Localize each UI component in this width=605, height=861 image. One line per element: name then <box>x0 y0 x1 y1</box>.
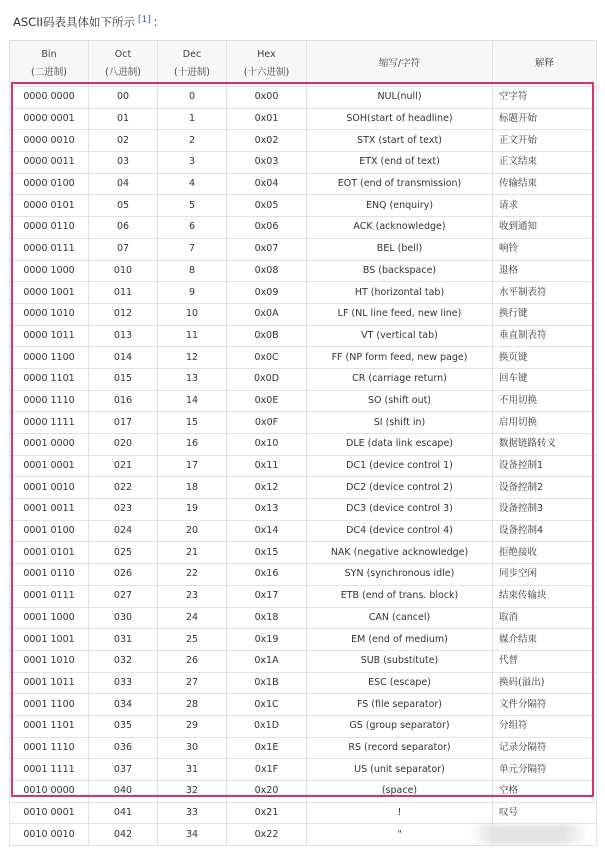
table-row <box>10 130 597 152</box>
hex-cell: 0x13 <box>227 499 307 521</box>
hex-cell: 0x1B <box>227 672 307 694</box>
bin-cell: 0001 0000 <box>10 434 89 456</box>
oct-cell: 025 <box>89 542 158 564</box>
oct-cell: 013 <box>89 325 158 347</box>
oct-cell: 07 <box>89 238 158 260</box>
hex-cell: 0x07 <box>227 238 307 260</box>
hex-cell: 0x09 <box>227 282 307 304</box>
dec-cell: 2 <box>158 130 227 152</box>
dec-cell: 33 <box>158 802 227 824</box>
table-row <box>10 195 597 217</box>
abbr-cell: CR (carriage return) <box>307 368 493 390</box>
bin-cell: 0000 0101 <box>10 195 89 217</box>
oct-cell: 020 <box>89 434 158 456</box>
table-row <box>10 152 597 174</box>
hex-cell: 0x04 <box>227 173 307 195</box>
explanation-cell: 换码(溢出) <box>493 672 597 694</box>
abbr-cell: NUL(null) <box>307 87 493 109</box>
oct-cell: 011 <box>89 282 158 304</box>
abbr-cell: BEL (bell) <box>307 238 493 260</box>
explanation-cell: 响铃 <box>493 238 597 260</box>
oct-cell: 01 <box>89 108 158 130</box>
table-row <box>10 542 597 564</box>
explanation-cell: 空格 <box>493 781 597 803</box>
bin-cell: 0000 1010 <box>10 303 89 325</box>
oct-cell: 017 <box>89 412 158 434</box>
dec-cell: 18 <box>158 477 227 499</box>
hex-cell: 0x12 <box>227 477 307 499</box>
table-row <box>10 412 597 434</box>
table-row <box>10 108 597 130</box>
header-sublabel: (十进制) <box>174 66 210 78</box>
dec-cell: 21 <box>158 542 227 564</box>
hex-cell: 0x1F <box>227 759 307 781</box>
dec-cell: 6 <box>158 217 227 239</box>
table-row <box>10 368 597 390</box>
dec-cell: 5 <box>158 195 227 217</box>
oct-cell: 016 <box>89 390 158 412</box>
bin-cell: 0001 0011 <box>10 499 89 521</box>
explanation-cell: 媒介结束 <box>493 629 597 651</box>
oct-cell: 027 <box>89 585 158 607</box>
explanation-cell: 记录分隔符 <box>493 737 597 759</box>
abbr-cell: ESC (escape) <box>307 672 493 694</box>
oct-cell: 010 <box>89 260 158 282</box>
hex-cell: 0x1D <box>227 715 307 737</box>
oct-cell: 034 <box>89 694 158 716</box>
header-sublabel: (二进制) <box>31 66 67 78</box>
header-label: Oct <box>114 48 132 60</box>
oct-cell: 030 <box>89 607 158 629</box>
abbr-cell: RS (record separator) <box>307 737 493 759</box>
bin-cell: 0001 0010 <box>10 477 89 499</box>
ascii-table-header <box>10 41 597 87</box>
dec-cell: 22 <box>158 564 227 586</box>
oct-header <box>89 41 158 87</box>
explanation-cell: 传输结束 <box>493 173 597 195</box>
table-row <box>10 260 597 282</box>
bin-cell: 0000 1100 <box>10 347 89 369</box>
oct-cell: 040 <box>89 781 158 803</box>
table-row <box>10 87 597 109</box>
bin-cell: 0010 0000 <box>10 781 89 803</box>
explanation-cell: 垂直制表符 <box>493 325 597 347</box>
abbr-cell: FF (NP form feed, new page) <box>307 347 493 369</box>
dec-cell: 7 <box>158 238 227 260</box>
blurred-watermark <box>470 824 588 844</box>
abbr-cell: ACK (acknowledge) <box>307 217 493 239</box>
hex-cell: 0x1C <box>227 694 307 716</box>
dec-cell: 11 <box>158 325 227 347</box>
oct-cell: 033 <box>89 672 158 694</box>
intro-text: ASCII码表具体如下所示 <box>13 15 135 29</box>
hex-cell: 0x1A <box>227 650 307 672</box>
abbr-cell: SO (shift out) <box>307 390 493 412</box>
table-row <box>10 715 597 737</box>
dec-cell: 10 <box>158 303 227 325</box>
abbr-cell: DLE (data link escape) <box>307 434 493 456</box>
header-label: 解释 <box>534 57 554 69</box>
oct-cell: 032 <box>89 650 158 672</box>
dec-cell: 15 <box>158 412 227 434</box>
oct-cell: 031 <box>89 629 158 651</box>
abbr-cell: DC3 (device control 3) <box>307 499 493 521</box>
explanation-cell: 单元分隔符 <box>493 759 597 781</box>
table-row <box>10 303 597 325</box>
dec-cell: 14 <box>158 390 227 412</box>
dec-cell: 27 <box>158 672 227 694</box>
ascii-table <box>9 40 597 846</box>
abbr-cell: ETX (end of text) <box>307 152 493 174</box>
hex-cell: 0x10 <box>227 434 307 456</box>
table-row <box>10 672 597 694</box>
bin-cell: 0010 0001 <box>10 802 89 824</box>
abbr-cell: EM (end of medium) <box>307 629 493 651</box>
dec-cell: 30 <box>158 737 227 759</box>
abbr-cell: BS (backspace) <box>307 260 493 282</box>
bin-cell: 0000 1111 <box>10 412 89 434</box>
table-row <box>10 390 597 412</box>
oct-cell: 021 <box>89 455 158 477</box>
abbr-cell: CAN (cancel) <box>307 607 493 629</box>
explanation-cell: 叹号 <box>493 802 597 824</box>
abbr-cell: LF (NL line feed, new line) <box>307 303 493 325</box>
hex-cell: 0x06 <box>227 217 307 239</box>
hex-cell: 0x22 <box>227 824 307 846</box>
explanation-cell: 取消 <box>493 607 597 629</box>
bin-cell: 0001 0111 <box>10 585 89 607</box>
hex-cell: 0x0C <box>227 347 307 369</box>
explanation-cell: 分组符 <box>493 715 597 737</box>
table-row <box>10 347 597 369</box>
abbr-cell: SOH(start of headline) <box>307 108 493 130</box>
oct-cell: 026 <box>89 564 158 586</box>
hex-cell: 0x18 <box>227 607 307 629</box>
dec-cell: 12 <box>158 347 227 369</box>
bin-cell: 0001 0110 <box>10 564 89 586</box>
abbr-cell: VT (vertical tab) <box>307 325 493 347</box>
header-row <box>10 41 597 87</box>
oct-cell: 012 <box>89 303 158 325</box>
dec-cell: 29 <box>158 715 227 737</box>
explanation-cell: 换页键 <box>493 347 597 369</box>
oct-cell: 014 <box>89 347 158 369</box>
header-label: Bin <box>41 48 57 60</box>
oct-cell: 042 <box>89 824 158 846</box>
bin-cell: 0000 1101 <box>10 368 89 390</box>
hex-cell: 0x08 <box>227 260 307 282</box>
table-row <box>10 759 597 781</box>
bin-cell: 0001 1000 <box>10 607 89 629</box>
table-row <box>10 629 597 651</box>
abbr-cell: (space) <box>307 781 493 803</box>
oct-cell: 06 <box>89 217 158 239</box>
reference-link[interactable]: [1] <box>137 15 151 25</box>
oct-cell: 024 <box>89 520 158 542</box>
table-row <box>10 173 597 195</box>
header-label: Dec <box>182 48 202 60</box>
bin-cell: 0000 0011 <box>10 152 89 174</box>
table-row <box>10 499 597 521</box>
hex-cell: 0x15 <box>227 542 307 564</box>
dec-cell: 3 <box>158 152 227 174</box>
dec-cell: 31 <box>158 759 227 781</box>
bin-cell: 0000 0110 <box>10 217 89 239</box>
hex-cell: 0x0D <box>227 368 307 390</box>
ascii-table-body <box>10 87 597 846</box>
intro-colon: ： <box>152 15 165 29</box>
hex-header <box>227 41 307 87</box>
explanation-cell: 文件分隔符 <box>493 694 597 716</box>
dec-cell: 1 <box>158 108 227 130</box>
abbr-header <box>307 41 493 87</box>
header-sublabel: (十六进制) <box>243 66 290 78</box>
abbr-cell: US (unit separator) <box>307 759 493 781</box>
hex-cell: 0x21 <box>227 802 307 824</box>
dec-cell: 26 <box>158 650 227 672</box>
explanation-cell: 收到通知 <box>493 217 597 239</box>
explanation-cell: 设备控制1 <box>493 455 597 477</box>
bin-cell: 0000 0111 <box>10 238 89 260</box>
abbr-cell: SYN (synchronous idle) <box>307 564 493 586</box>
dec-header <box>158 41 227 87</box>
hex-cell: 0x1E <box>227 737 307 759</box>
oct-cell: 041 <box>89 802 158 824</box>
dec-cell: 34 <box>158 824 227 846</box>
explanation-cell: 换行键 <box>493 303 597 325</box>
hex-cell: 0x02 <box>227 130 307 152</box>
table-row <box>10 585 597 607</box>
bin-cell: 0000 0100 <box>10 173 89 195</box>
explanation-cell: 拒绝接收 <box>493 542 597 564</box>
dec-cell: 9 <box>158 282 227 304</box>
bin-cell: 0000 0001 <box>10 108 89 130</box>
explanation-cell: 结束传输块 <box>493 585 597 607</box>
dec-cell: 13 <box>158 368 227 390</box>
explanation-cell: 数据链路转义 <box>493 434 597 456</box>
bin-cell: 0000 0000 <box>10 87 89 109</box>
table-row <box>10 607 597 629</box>
oct-cell: 037 <box>89 759 158 781</box>
dec-cell: 32 <box>158 781 227 803</box>
abbr-cell: GS (group separator) <box>307 715 493 737</box>
bin-cell: 0001 1010 <box>10 650 89 672</box>
hex-cell: 0x14 <box>227 520 307 542</box>
abbr-cell: EOT (end of transmission) <box>307 173 493 195</box>
oct-cell: 03 <box>89 152 158 174</box>
table-row <box>10 325 597 347</box>
hex-cell: 0x11 <box>227 455 307 477</box>
explanation-cell: 设备控制2 <box>493 477 597 499</box>
dec-cell: 20 <box>158 520 227 542</box>
bin-header <box>10 41 89 87</box>
oct-cell: 022 <box>89 477 158 499</box>
abbr-cell: NAK (negative acknowledge) <box>307 542 493 564</box>
oct-cell: 023 <box>89 499 158 521</box>
hex-cell: 0x0E <box>227 390 307 412</box>
abbr-cell: DC2 (device control 2) <box>307 477 493 499</box>
explanation-cell: 正文开始 <box>493 130 597 152</box>
intro-line <box>13 8 164 32</box>
dec-cell: 28 <box>158 694 227 716</box>
oct-cell: 036 <box>89 737 158 759</box>
table-row <box>10 650 597 672</box>
hex-cell: 0x01 <box>227 108 307 130</box>
table-row <box>10 564 597 586</box>
explanation-cell: 空字符 <box>493 87 597 109</box>
hex-cell: 0x19 <box>227 629 307 651</box>
oct-cell: 04 <box>89 173 158 195</box>
table-row <box>10 217 597 239</box>
table-row <box>10 238 597 260</box>
header-label: 缩写/字符 <box>378 57 421 69</box>
explanation-cell: 正文结束 <box>493 152 597 174</box>
dec-cell: 17 <box>158 455 227 477</box>
abbr-cell: DC1 (device control 1) <box>307 455 493 477</box>
hex-cell: 0x05 <box>227 195 307 217</box>
dec-cell: 24 <box>158 607 227 629</box>
hex-cell: 0x16 <box>227 564 307 586</box>
hex-cell: 0x00 <box>227 87 307 109</box>
table-row <box>10 781 597 803</box>
table-row <box>10 694 597 716</box>
hex-cell: 0x0F <box>227 412 307 434</box>
explanation-header <box>493 41 597 87</box>
bin-cell: 0000 1001 <box>10 282 89 304</box>
abbr-cell: STX (start of text) <box>307 130 493 152</box>
abbr-cell: DC4 (device control 4) <box>307 520 493 542</box>
table-row <box>10 434 597 456</box>
abbr-cell: FS (file separator) <box>307 694 493 716</box>
abbr-cell: ETB (end of trans. block) <box>307 585 493 607</box>
explanation-cell: 设备控制3 <box>493 499 597 521</box>
explanation-cell: 回车键 <box>493 368 597 390</box>
table-row <box>10 477 597 499</box>
explanation-cell: 代替 <box>493 650 597 672</box>
abbr-cell: SI (shift in) <box>307 412 493 434</box>
abbr-cell: ! <box>307 802 493 824</box>
explanation-cell: 退格 <box>493 260 597 282</box>
bin-cell: 0010 0010 <box>10 824 89 846</box>
hex-cell: 0x20 <box>227 781 307 803</box>
dec-cell: 23 <box>158 585 227 607</box>
dec-cell: 4 <box>158 173 227 195</box>
explanation-cell: 标题开始 <box>493 108 597 130</box>
oct-cell: 015 <box>89 368 158 390</box>
table-row <box>10 737 597 759</box>
explanation-cell: 水平制表符 <box>493 282 597 304</box>
abbr-cell: ENQ (enquiry) <box>307 195 493 217</box>
oct-cell: 00 <box>89 87 158 109</box>
table-row <box>10 455 597 477</box>
bin-cell: 0001 0100 <box>10 520 89 542</box>
explanation-cell: 同步空闲 <box>493 564 597 586</box>
hex-cell: 0x17 <box>227 585 307 607</box>
abbr-cell: SUB (substitute) <box>307 650 493 672</box>
hex-cell: 0x03 <box>227 152 307 174</box>
dec-cell: 25 <box>158 629 227 651</box>
explanation-cell: 启用切换 <box>493 412 597 434</box>
table-row <box>10 282 597 304</box>
bin-cell: 0000 0010 <box>10 130 89 152</box>
table-row <box>10 802 597 824</box>
bin-cell: 0001 1100 <box>10 694 89 716</box>
bin-cell: 0001 1101 <box>10 715 89 737</box>
bin-cell: 0000 1000 <box>10 260 89 282</box>
abbr-cell: " <box>307 824 493 846</box>
header-label: Hex <box>257 48 276 60</box>
explanation-cell: 请求 <box>493 195 597 217</box>
oct-cell: 02 <box>89 130 158 152</box>
hex-cell: 0x0A <box>227 303 307 325</box>
bin-cell: 0000 1011 <box>10 325 89 347</box>
oct-cell: 035 <box>89 715 158 737</box>
explanation-cell: 设备控制4 <box>493 520 597 542</box>
header-sublabel: (八进制) <box>105 66 141 78</box>
hex-cell: 0x0B <box>227 325 307 347</box>
dec-cell: 8 <box>158 260 227 282</box>
abbr-cell: HT (horizontal tab) <box>307 282 493 304</box>
dec-cell: 19 <box>158 499 227 521</box>
bin-cell: 0001 1001 <box>10 629 89 651</box>
oct-cell: 05 <box>89 195 158 217</box>
dec-cell: 0 <box>158 87 227 109</box>
explanation-cell: 不用切换 <box>493 390 597 412</box>
bin-cell: 0001 0101 <box>10 542 89 564</box>
bin-cell: 0001 0001 <box>10 455 89 477</box>
table-row <box>10 520 597 542</box>
bin-cell: 0000 1110 <box>10 390 89 412</box>
bin-cell: 0001 1011 <box>10 672 89 694</box>
bin-cell: 0001 1110 <box>10 737 89 759</box>
dec-cell: 16 <box>158 434 227 456</box>
bin-cell: 0001 1111 <box>10 759 89 781</box>
